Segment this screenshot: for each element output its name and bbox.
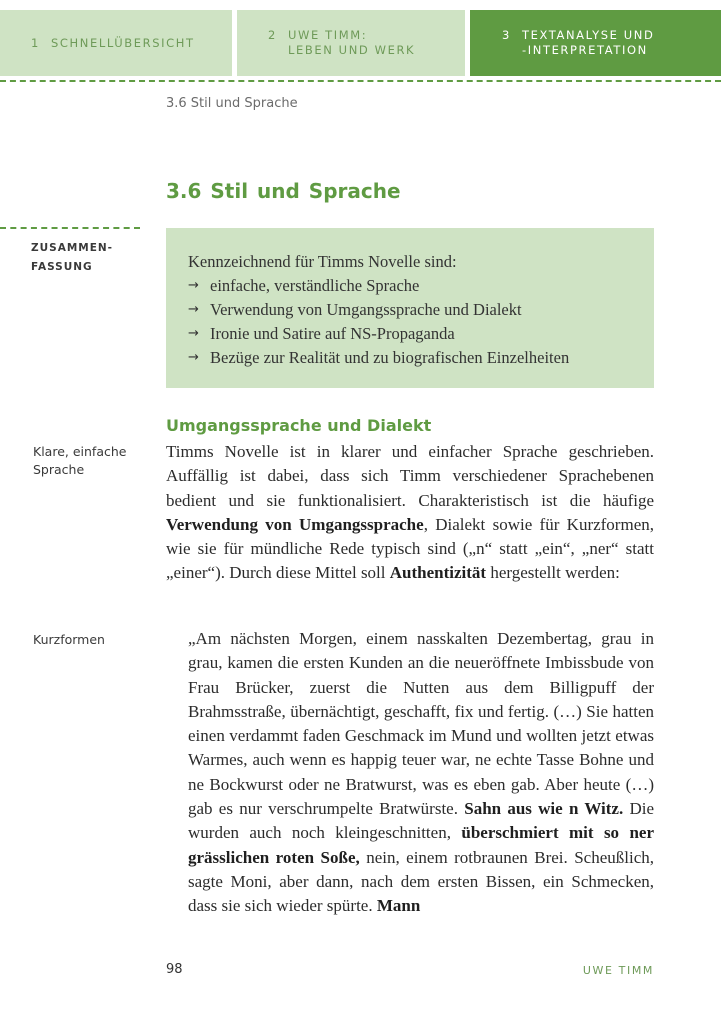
tab-number: 2 <box>268 28 277 42</box>
text-run: Die wurden auch noch kleingeschnitten, <box>188 799 655 843</box>
summary-item <box>188 298 654 322</box>
subsection-heading: Umgangssprache und Dialekt <box>166 416 432 435</box>
tab-label-line: UWE TIMM: <box>288 28 368 42</box>
text-run: , Dialekt sowie für Kurzformen, wie sie für mündliche Rede typisch sind („n“ statt „ein“, „ner“ statt „einer“). Durch diese Mittel soll <box>166 514 654 583</box>
arrow-right-icon: → <box>188 302 199 317</box>
summary-margin-label <box>31 239 113 277</box>
summary-item-text: Ironie und Satire auf NS-Propaganda <box>210 324 455 343</box>
summary-list <box>188 274 654 370</box>
summary-box <box>166 228 654 388</box>
margin-divider <box>0 227 140 229</box>
side-note-klare-sprache <box>33 443 153 479</box>
text-run: „Am nächsten Morgen, einem nasskalten Dezembertag, grau in grau, kamen die ersten Kunden an die neueröffnete Imbissbude von Frau Brücker, zuerst die Nutten aus dem Billigpuff der Brahmsstraße, übernächtigt, geschafft, fix und fertig. (…) Sie hatten einen verdammt faden Geschmack im Mund und wollten jetzt etwas Warmes, auch wenn es happig teuer war, ne echte Tasse Bohne und ne Bockwurst oder ne Bratwurst, was es eben gab. Aber heute (…) gab es nur verschrumpelte Bratwürste. <box>188 629 654 819</box>
summary-item-text: Bezüge zur Realität und zu biografischen Einzelheiten <box>210 348 570 367</box>
arrow-right-icon: → <box>188 278 199 293</box>
summary-item <box>188 346 654 370</box>
page-number: 98 <box>166 962 183 977</box>
tab-label-line: LEBEN UND WERK <box>288 43 416 57</box>
tab-label: SCHNELLÜBERSICHT <box>51 35 195 50</box>
body-paragraph <box>166 440 654 586</box>
tab-number: 3 <box>502 28 511 42</box>
running-title: 3.6 Stil und Sprache <box>166 96 298 111</box>
summary-item-text: Verwendung von Umgangssprache und Dialekt <box>210 300 522 319</box>
emphasis-text: Verwendung von Umgangssprache <box>166 514 424 534</box>
summary-item <box>188 322 654 346</box>
nav-tab-textanalyse[interactable] <box>470 10 721 76</box>
arrow-right-icon: → <box>188 350 199 365</box>
side-note-kurzformen: Kurzformen <box>33 632 105 647</box>
text-run: nein, einem rotbraunen Brei. Scheußlich, sagte Moni, aber dann, nach dem ersten Bissen, ein Schmecken, dass sie sich wieder spürte. <box>188 847 654 916</box>
side-note-line: Sprache <box>33 462 85 477</box>
emphasis-text: Sahn aus wie n Witz. <box>464 799 624 819</box>
section-title: 3.6 Stil und Sprache <box>166 179 401 203</box>
text-run: hergestellt werden: <box>486 563 620 583</box>
tab-label <box>288 28 415 58</box>
emphasis-text: überschmiert mit so ner grässlichen roten Soße, <box>188 823 654 867</box>
header-divider <box>0 80 721 82</box>
emphasis-text: Mann <box>376 896 421 916</box>
tab-label <box>522 28 654 58</box>
quote-paragraph <box>188 627 654 919</box>
nav-tab-schnelluebersicht[interactable] <box>0 10 232 76</box>
arrow-right-icon: → <box>188 326 199 341</box>
summary-item <box>188 274 654 298</box>
margin-label-line: ZUSAMMEN- <box>31 242 114 254</box>
margin-label-line: FASSUNG <box>31 261 93 273</box>
summary-intro: Kennzeichnend für Timms Novelle sind: <box>188 252 457 271</box>
footer-author: UWE TIMM <box>582 964 654 977</box>
tab-label-line: TEXTANALYSE UND <box>522 28 655 42</box>
tab-label-line: -INTERPRETATION <box>522 43 648 57</box>
text-run: Timms Novelle ist in klarer und einfacher Sprache geschrieben. Auffällig ist dabei, dass sich Timm verschiedener Sprachebenen bedient und sie funktionalisiert. Charakteristisch ist die häufige <box>166 442 654 510</box>
nav-tab-leben-und-werk[interactable] <box>237 10 465 76</box>
tab-number: 1 <box>31 35 40 50</box>
side-note-line: Klare, einfache <box>33 444 127 459</box>
summary-item-text: einfache, verständliche Sprache <box>210 276 420 295</box>
emphasis-text: Authentizität <box>389 563 487 583</box>
